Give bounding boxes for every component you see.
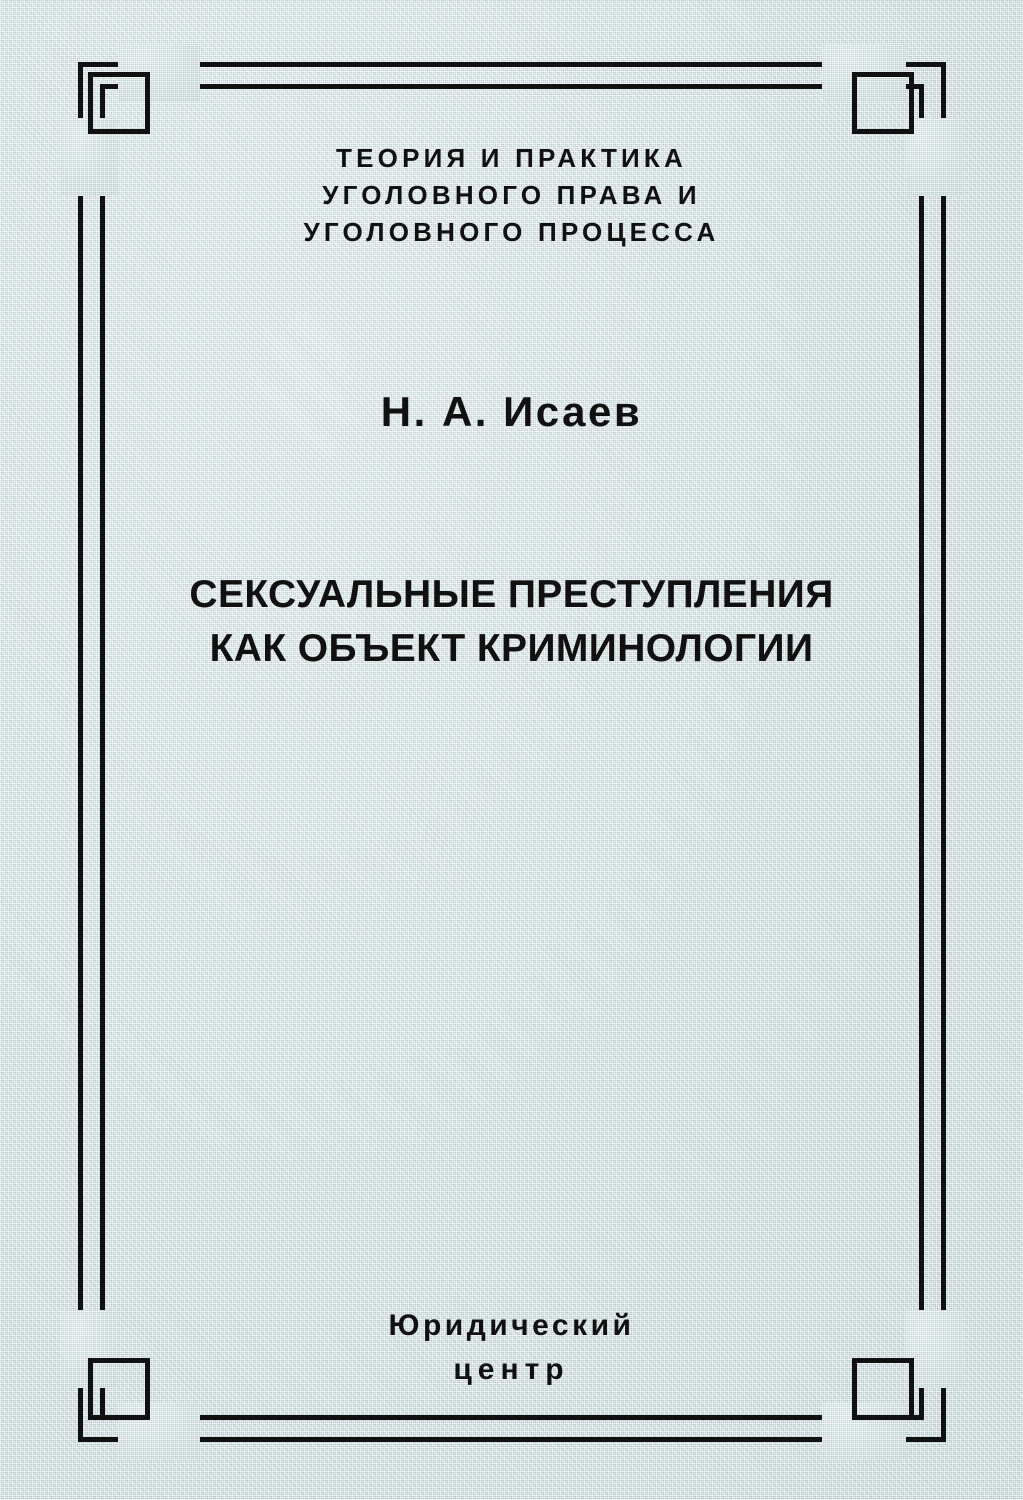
series-title-line-2: УГОЛОВНОГО ПРАВА И xyxy=(322,180,701,210)
series-title-line-1: ТЕОРИЯ И ПРАКТИКА xyxy=(336,143,687,173)
series-title-line-3: УГОЛОВНОГО ПРОЦЕССА xyxy=(303,217,720,247)
book-title xyxy=(110,568,913,676)
publisher-imprint xyxy=(0,1304,1023,1392)
book-title-line-2: КАК ОБЪЕКТ КРИМИНОЛОГИИ xyxy=(209,627,814,670)
author-name: Н. А. Исаев xyxy=(380,388,643,435)
series-title xyxy=(0,140,1023,251)
publisher-line-2: центр xyxy=(453,1353,570,1386)
corner-ornament-top-left xyxy=(88,72,150,134)
decorative-frame-inner xyxy=(100,84,924,1420)
publisher-line-1: Юридический xyxy=(388,1309,635,1342)
book-title-line-1: СЕКСУАЛЬНЫЕ ПРЕСТУПЛЕНИЯ xyxy=(189,573,834,616)
corner-ornament-top-right xyxy=(852,72,914,134)
